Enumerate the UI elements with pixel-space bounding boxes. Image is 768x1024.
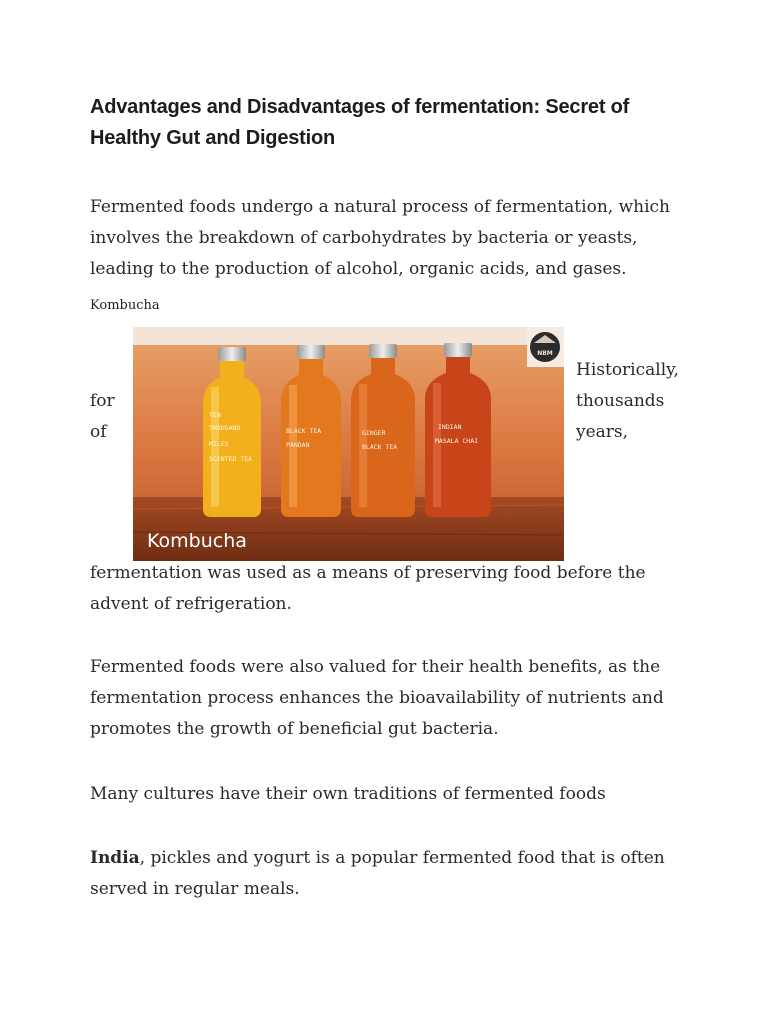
bottle-1-label-1: TEN bbox=[209, 411, 221, 419]
india-paragraph bbox=[90, 843, 690, 905]
wrap-word-thousands: thousands bbox=[576, 391, 665, 411]
india-text: , pickles and yogurt is a popular fermented food that is often served in regular meals. bbox=[90, 848, 665, 899]
image-caption: Kombucha bbox=[90, 298, 160, 313]
intro-paragraph: Fermented foods undergo a natural process of fermentation, which involves the breakdown of carbohydrates by bacteria or yeasts, leading to the production of alcohol, organic acids, and gases. bbox=[90, 197, 670, 279]
bottle-1-label-2: THOUSAND bbox=[209, 424, 241, 432]
wrap-word-historically: Historically, bbox=[576, 360, 679, 380]
bottle-3-label-2: BLACK TEA bbox=[362, 443, 398, 451]
article-title: Advantages and Disadvantages of fermentation: Secret of Healthy Gut and Digestion bbox=[90, 96, 630, 149]
bottle-1-label-3: MILES bbox=[209, 440, 229, 448]
logo-text: NBM bbox=[537, 350, 553, 357]
continuation-paragraph: fermentation was used as a means of preserving food before the advent of refrigeration. bbox=[90, 563, 646, 614]
wrap-word-years: years, bbox=[576, 422, 629, 442]
cultures-paragraph: Many cultures have their own traditions of fermented foods bbox=[90, 784, 606, 804]
wrap-word-of: of bbox=[90, 422, 107, 442]
bottle-2-label-1: BLACK TEA bbox=[286, 427, 322, 435]
wrap-word-for: for bbox=[90, 391, 115, 411]
bottle-3-label-1: GINGER bbox=[362, 429, 386, 437]
kombucha-photo bbox=[133, 327, 564, 561]
bottle-2-label-2: PANDAN bbox=[286, 441, 310, 449]
bottle-4-label-1: INDIAN bbox=[438, 423, 462, 431]
india-bold-label: India bbox=[90, 848, 140, 868]
bottle-1-label-4: SCENTED TEA bbox=[209, 455, 253, 463]
health-benefits-paragraph: Fermented foods were also valued for their health benefits, as the fermentation process enhances the bioavailability of nutrients and promotes the growth of beneficial gut bacteria. bbox=[90, 657, 664, 739]
image-overlay-label: Kombucha bbox=[147, 530, 247, 552]
bottle-4-label-2: MASALA CHAI bbox=[435, 437, 479, 445]
